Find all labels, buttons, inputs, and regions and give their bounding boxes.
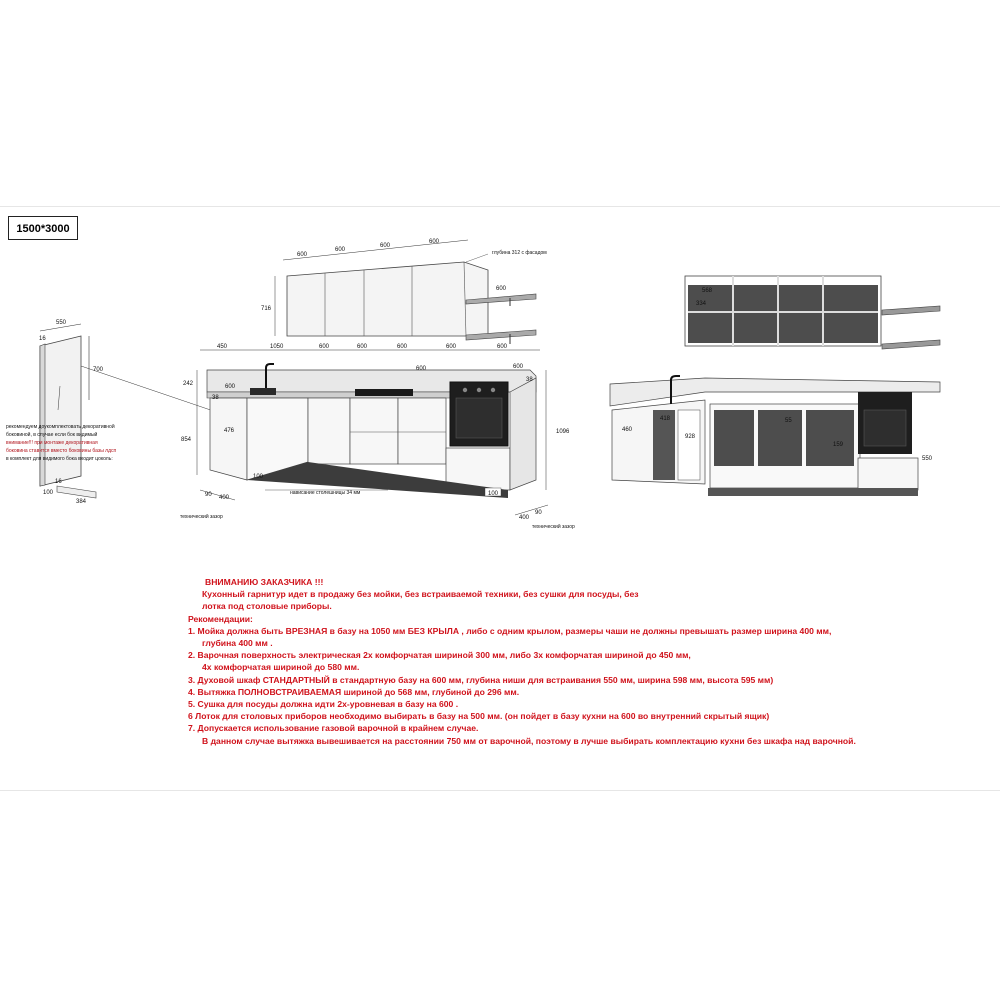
recommendation-3: 3. Духовой шкаф СТАНДАРТНЫЙ в стандартную базу на 600 мм, глубина ниши для встраивания 550 мм, ширина 598 мм, высота 595 мм) bbox=[188, 674, 774, 685]
panel-note-5: в комплект для видимого бока входит цоколь: bbox=[6, 456, 113, 462]
tech-gap-left: технический зазор bbox=[180, 514, 223, 520]
height-242-dim: 242 bbox=[183, 381, 194, 387]
notice-intro-2: лотка под столовые приборы. bbox=[202, 601, 332, 612]
base-width-3: 600 bbox=[319, 344, 330, 350]
panel-width-dim: 550 bbox=[56, 320, 67, 326]
upper-width-2: 600 bbox=[335, 247, 346, 253]
recommendation-1: 1. Мойка должна быть ВРЕЗНАЯ в базу на 1050 мм БЕЗ КРЫЛА , либо с одним крылом, размеры чаши не должны превышать размер ширина 400 мм, bbox=[188, 625, 832, 636]
recommendation-2: 2. Варочная поверхность электрическая 2х комфорчатая шириной 300 мм, либо 3х комфорчатая шириной до 450 мм, bbox=[188, 650, 691, 661]
plinth-100-dim: 100 bbox=[43, 490, 54, 496]
recommendation-5: 5. Сушка для посуды должна идти 2х-уровневая в базу на 600 . bbox=[188, 699, 459, 710]
plinth-16-dim: 16 bbox=[55, 479, 62, 485]
panel-height-dim: 700 bbox=[93, 367, 104, 373]
upper-width-4: 600 bbox=[429, 239, 440, 245]
plinth-100-right: 100 bbox=[488, 491, 499, 497]
size-label: 1500*3000 bbox=[8, 216, 78, 240]
panel-note-3: внимание!!! при монтаже декоративная bbox=[6, 440, 98, 446]
open-550-dim: 550 bbox=[922, 456, 933, 462]
plinth-100-left: 100 bbox=[253, 474, 264, 480]
upper-width-1: 600 bbox=[297, 252, 308, 258]
upper-depth-note: глубина 312 с фасадом bbox=[492, 250, 547, 256]
height-854-dim: 854 bbox=[181, 437, 192, 443]
gap-400-left: 400 bbox=[219, 495, 230, 501]
open-kitchen-view bbox=[610, 276, 940, 496]
gap-400-right: 400 bbox=[519, 515, 530, 521]
base-width-5: 600 bbox=[397, 344, 408, 350]
tech-gap-right: технический зазор bbox=[532, 524, 575, 530]
base-width-7: 600 bbox=[497, 344, 508, 350]
depth-38-left: 38 bbox=[212, 395, 219, 401]
open-928-dim: 928 bbox=[685, 434, 696, 440]
oven-width-dim: 600 bbox=[513, 364, 524, 370]
recommendations-title: Рекомендации: bbox=[188, 613, 253, 624]
notice-title: ВНИМАНИЮ ЗАКАЗЧИКА !!! bbox=[205, 577, 324, 587]
open-159-dim: 159 bbox=[833, 442, 844, 448]
open-460-dim: 460 bbox=[622, 427, 633, 433]
recommendation-4: 4. Вытяжка ПОЛНОВСТРАИВАЕМАЯ шириной до 568 мм, глубиной до 296 мм. bbox=[188, 686, 520, 697]
base-width-2: 1050 bbox=[270, 344, 284, 350]
panel-note-4: боковина ставится вместо боковины базы лдсп bbox=[6, 448, 117, 454]
shelf-width-dim: 600 bbox=[496, 286, 507, 292]
decorative-side-panel bbox=[6, 320, 240, 505]
recommendation-6: 6 Лоток для столовых приборов необходимо выбирать в базу на 500 мм. (он пойдет в базу кухни на 600 во внутренний скрытый ящик) bbox=[188, 711, 770, 722]
gap-90-left: 90 bbox=[205, 492, 212, 498]
front-kitchen-view bbox=[180, 239, 575, 530]
panel-thickness-dim: 16 bbox=[39, 336, 46, 342]
depth-476-dim: 476 bbox=[224, 428, 235, 434]
recommendation-7b: В данном случае вытяжка вывешивается на расстоянии 750 мм от варочной, поэтому в лучше выбирать комплектацию кухни без шкафа над варочной. bbox=[202, 735, 856, 746]
notice-intro-1: Кухонный гарнитур идет в продажу без мойки, без встраиваемой техники, без сушки для посуды, без bbox=[202, 589, 639, 600]
overhang-note: нависание столешницы 34 мм bbox=[290, 490, 361, 496]
recommendation-2b: 4х комфорчатая шириной до 580 мм. bbox=[202, 662, 360, 673]
gap-90-right: 90 bbox=[535, 510, 542, 516]
hob-width-dim: 600 bbox=[416, 366, 427, 372]
upper-width-3: 600 bbox=[380, 243, 391, 249]
corner-width-dim: 600 bbox=[225, 384, 236, 390]
plinth-384-dim: 384 bbox=[76, 499, 87, 505]
base-width-6: 600 bbox=[446, 344, 457, 350]
base-width-4: 600 bbox=[357, 344, 368, 350]
base-width-1: 450 bbox=[217, 344, 228, 350]
open-upper-568: 568 bbox=[702, 288, 713, 294]
upper-height-dim: 716 bbox=[261, 306, 272, 312]
height-1096-dim: 1096 bbox=[556, 429, 570, 435]
open-418-dim: 418 bbox=[660, 416, 671, 422]
panel-note-2: боковиной, в случае если бок видимый bbox=[6, 432, 98, 438]
open-55-dim: 55 bbox=[785, 418, 792, 424]
recommendation-7: 7. Допускается использование газовой варочной в крайнем случае. bbox=[188, 723, 479, 734]
customer-notice bbox=[188, 576, 908, 747]
recommendation-1b: глубина 400 мм . bbox=[202, 638, 273, 649]
depth-38-right: 38 bbox=[526, 377, 533, 383]
open-upper-334: 334 bbox=[696, 301, 707, 307]
panel-note-1: рекомендуем доукомплектовать декоративной bbox=[6, 424, 115, 430]
